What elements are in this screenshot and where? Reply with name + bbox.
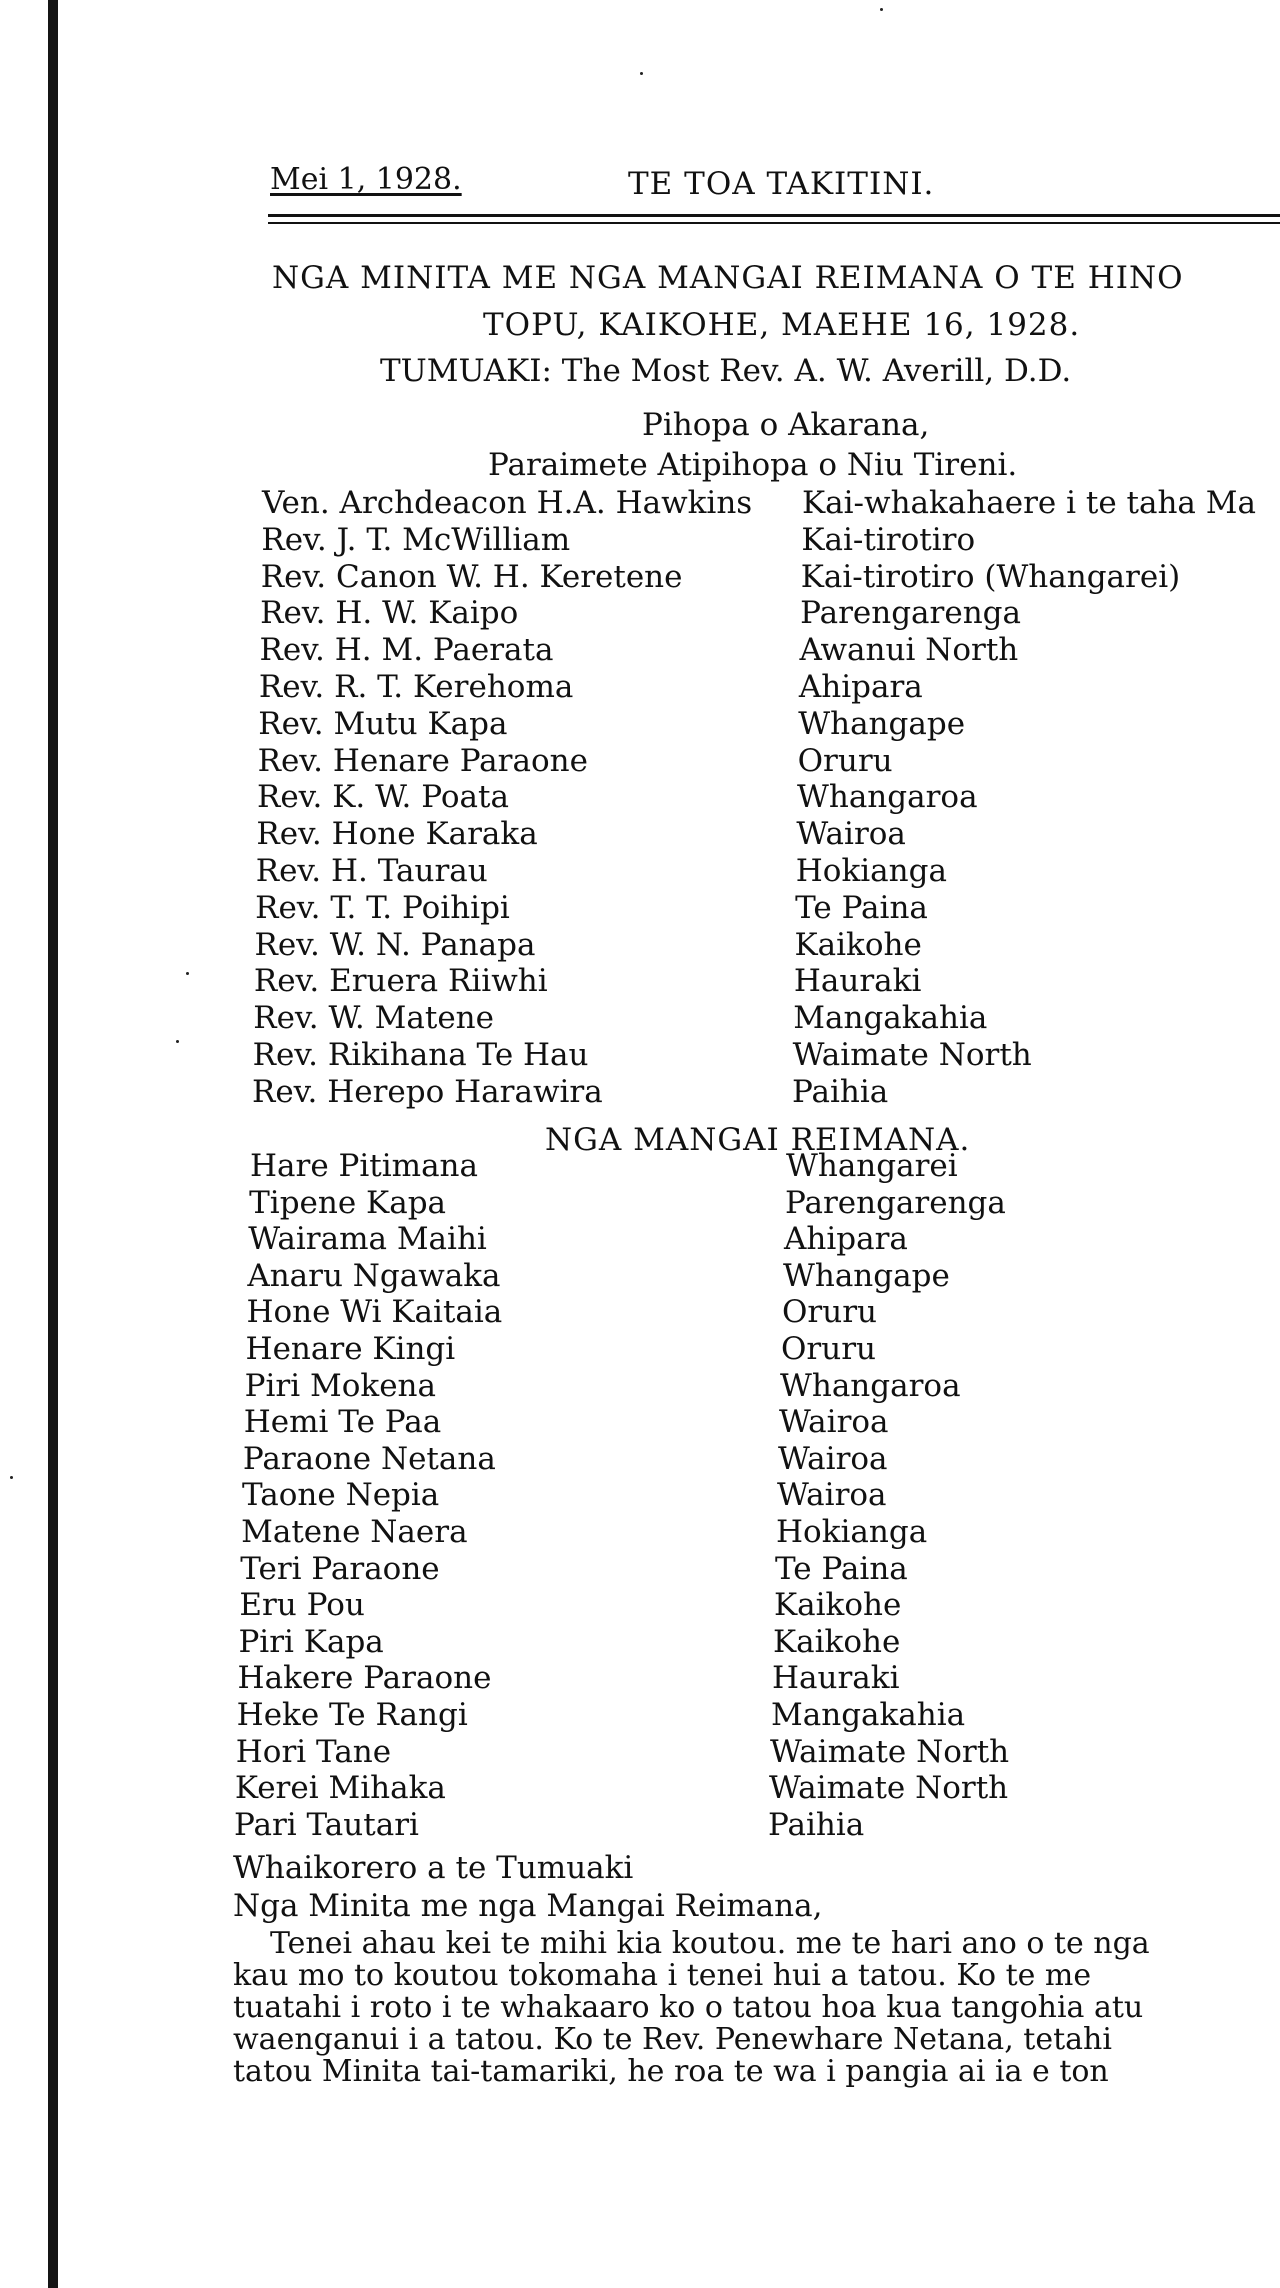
- person-name: Anaru Ngawaka: [247, 1257, 501, 1294]
- header-rule-bottom: [268, 222, 1280, 224]
- person-name: Henare Kingi: [245, 1331, 456, 1367]
- parish-name: Whangaroa: [797, 779, 978, 816]
- list-row: [0, 1807, 1280, 1843]
- list-row: [0, 1477, 1280, 1513]
- list-row: [0, 1185, 1280, 1221]
- person-name: Hare Pitimana: [250, 1148, 479, 1184]
- list-row: [0, 632, 1280, 668]
- list-row: [0, 890, 1280, 926]
- list-row: [0, 779, 1280, 815]
- list-row: [0, 743, 1280, 779]
- header-rule-top: [268, 214, 1280, 217]
- parish-name: Waimate North: [769, 1770, 1009, 1807]
- list-row: [0, 1587, 1280, 1623]
- list-row: [0, 1551, 1280, 1587]
- list-row: [0, 1624, 1280, 1660]
- parish-name: Oruru: [797, 742, 893, 779]
- list-row: [0, 1441, 1280, 1477]
- person-name: Tipene Kapa: [249, 1184, 447, 1221]
- parish-name: Parengarenga: [800, 595, 1021, 632]
- list-row: [0, 1404, 1280, 1440]
- parish-name: Waimate North: [770, 1733, 1010, 1770]
- parish-name: Whangarei: [786, 1148, 958, 1184]
- person-name: Rev. Canon W. H. Keretene: [260, 558, 683, 595]
- list-row: [0, 1294, 1280, 1330]
- president-title-2: Paraimete Atipihopa o Niu Tireni.: [488, 447, 1018, 483]
- address-line: tatou Minita tai-tamariki, he roa te wa i pangia ai ia e ton: [233, 2054, 1109, 2089]
- list-row: [0, 1734, 1280, 1770]
- list-row: [0, 1148, 1280, 1184]
- publication-title: TE TOA TAKITINI.: [628, 166, 935, 202]
- person-name: Rev. K. W. Poata: [257, 779, 509, 816]
- address-salutation: Nga Minita me nga Mangai Reimana,: [233, 1888, 823, 1924]
- person-name: Rev. Mutu Kapa: [258, 705, 508, 742]
- person-name: Rev. Hone Karaka: [256, 816, 538, 853]
- article-title-line-1: NGA MINITA ME NGA MANGAI REIMANA O TE HINO: [272, 260, 1184, 296]
- parish-name: Whangape: [783, 1257, 950, 1294]
- list-row: [0, 706, 1280, 742]
- list-row: [0, 669, 1280, 705]
- article-title-line-2: TOPU, KAIKOHE, MAEHE 16, 1928.: [483, 307, 1081, 343]
- parish-name: Hokianga: [776, 1514, 928, 1550]
- person-name: Rev. Henare Paraone: [257, 742, 588, 779]
- list-row: [0, 595, 1280, 631]
- page-edge-bar: [48, 0, 58, 2288]
- list-row: [0, 485, 1280, 521]
- parish-name: Te Paina: [775, 1550, 908, 1587]
- parish-name: Wairoa: [779, 1404, 889, 1441]
- parish-name: Awanui North: [799, 632, 1019, 669]
- issue-date: Mei 1, 1928.: [270, 162, 462, 197]
- person-name: Rev. Rikihana Te Hau: [252, 1037, 589, 1073]
- person-name: Hakere Paraone: [237, 1660, 492, 1697]
- person-name: Pari Tautari: [234, 1806, 419, 1843]
- address-line: Tenei ahau kei te mihi kia koutou. me te hari ano o te nga: [270, 1926, 1150, 1961]
- list-row: [0, 559, 1280, 595]
- parish-name: Whangape: [798, 705, 966, 742]
- list-row: [0, 927, 1280, 963]
- person-name: Rev. H. M. Paerata: [259, 632, 554, 669]
- address-line: kau mo to koutou tokomaha i tenei hui a tatou. Ko te me: [233, 1958, 1092, 1993]
- person-name: Hone Wi Kaitaia: [246, 1294, 503, 1331]
- list-row: [0, 522, 1280, 558]
- person-name: Rev. H. W. Kaipo: [260, 595, 519, 632]
- list-row: [0, 1770, 1280, 1806]
- person-name: Eru Pou: [239, 1587, 365, 1624]
- person-name: Rev. T. T. Poihipi: [255, 889, 510, 926]
- person-name: Paraone Netana: [242, 1440, 496, 1477]
- parish-name: Oruru: [782, 1294, 877, 1331]
- parish-name: Kaikohe: [794, 926, 922, 963]
- person-name: Piri Kapa: [238, 1623, 384, 1660]
- parish-name: Hauraki: [772, 1660, 900, 1697]
- scan-speck: [640, 72, 643, 75]
- parish-name: Mangakahia: [793, 1000, 988, 1037]
- parish-name: Kai-whakahaere i te taha Ma: [802, 485, 1256, 521]
- parish-name: Kai-tirotiro (Whangarei): [800, 558, 1181, 595]
- president-title-1: Pihopa o Akarana,: [642, 407, 930, 443]
- parish-name: Waimate North: [792, 1037, 1032, 1073]
- list-row: [0, 963, 1280, 999]
- parish-name: Hokianga: [795, 853, 947, 889]
- parish-name: Whangaroa: [780, 1367, 961, 1404]
- person-name: Wairama Maihi: [248, 1221, 487, 1258]
- list-row: [0, 1037, 1280, 1073]
- person-name: Rev. Herepo Harawira: [252, 1073, 603, 1110]
- person-name: Rev. W. Matene: [253, 1000, 494, 1037]
- parish-name: Hauraki: [793, 963, 922, 1000]
- list-row: [0, 1221, 1280, 1257]
- list-row: [0, 1660, 1280, 1696]
- person-name: Hemi Te Paa: [243, 1404, 442, 1441]
- parish-name: Paihia: [792, 1073, 889, 1110]
- parish-name: Parengarenga: [785, 1184, 1006, 1221]
- parish-name: Ahipara: [784, 1221, 908, 1258]
- parish-name: Oruru: [781, 1331, 876, 1367]
- list-row: [0, 1074, 1280, 1110]
- person-name: Rev. Eruera Riiwhi: [253, 963, 548, 1000]
- list-row: [0, 1368, 1280, 1404]
- list-row: [0, 1697, 1280, 1733]
- list-row: [0, 1514, 1280, 1550]
- parish-name: Kaikohe: [773, 1623, 901, 1660]
- person-name: Rev. R. T. Kerehoma: [258, 669, 574, 705]
- parish-name: Wairoa: [778, 1440, 888, 1477]
- list-row: [0, 1258, 1280, 1294]
- list-row: [0, 1000, 1280, 1036]
- parish-name: Wairoa: [777, 1477, 887, 1514]
- person-name: Rev. W. N. Panapa: [254, 926, 536, 963]
- person-name: Rev. H. Taurau: [255, 853, 488, 889]
- person-name: Heke Te Rangi: [236, 1697, 468, 1733]
- person-name: Kerei Mihaka: [234, 1770, 446, 1807]
- list-row: [0, 853, 1280, 889]
- president-line: TUMUAKI: The Most Rev. A. W. Averill, D.D.: [380, 353, 1072, 389]
- parish-name: Paihia: [768, 1806, 865, 1843]
- person-name: Rev. J. T. McWilliam: [261, 521, 571, 558]
- parish-name: Ahipara: [798, 669, 923, 705]
- list-row: [0, 1331, 1280, 1367]
- parish-name: Te Paina: [795, 889, 928, 926]
- address-line: tuatahi i roto i te whakaaro ko o tatou hoa kua tangohia atu: [233, 1990, 1144, 2025]
- running-header: [268, 162, 1280, 212]
- parish-name: Mangakahia: [771, 1697, 966, 1733]
- person-name: Teri Paraone: [240, 1550, 440, 1587]
- parish-name: Wairoa: [796, 816, 906, 853]
- address-line: waenganui i a tatou. Ko te Rev. Penewhare Netana, tetahi: [233, 2022, 1112, 2057]
- scan-speck: [880, 8, 883, 11]
- parish-name: Kaikohe: [774, 1587, 902, 1624]
- person-name: Ven. Archdeacon H.A. Hawkins: [262, 485, 753, 521]
- person-name: Taone Nepia: [242, 1477, 440, 1514]
- person-name: Piri Mokena: [244, 1367, 436, 1404]
- person-name: Hori Tane: [235, 1733, 392, 1770]
- person-name: Matene Naera: [241, 1514, 468, 1550]
- list-row: [0, 816, 1280, 852]
- lay-representatives-heading: NGA MANGAI REIMANA.: [545, 1122, 971, 1158]
- address-heading: Whaikorero a te Tumuaki: [233, 1850, 634, 1886]
- parish-name: Kai-tirotiro: [801, 521, 976, 558]
